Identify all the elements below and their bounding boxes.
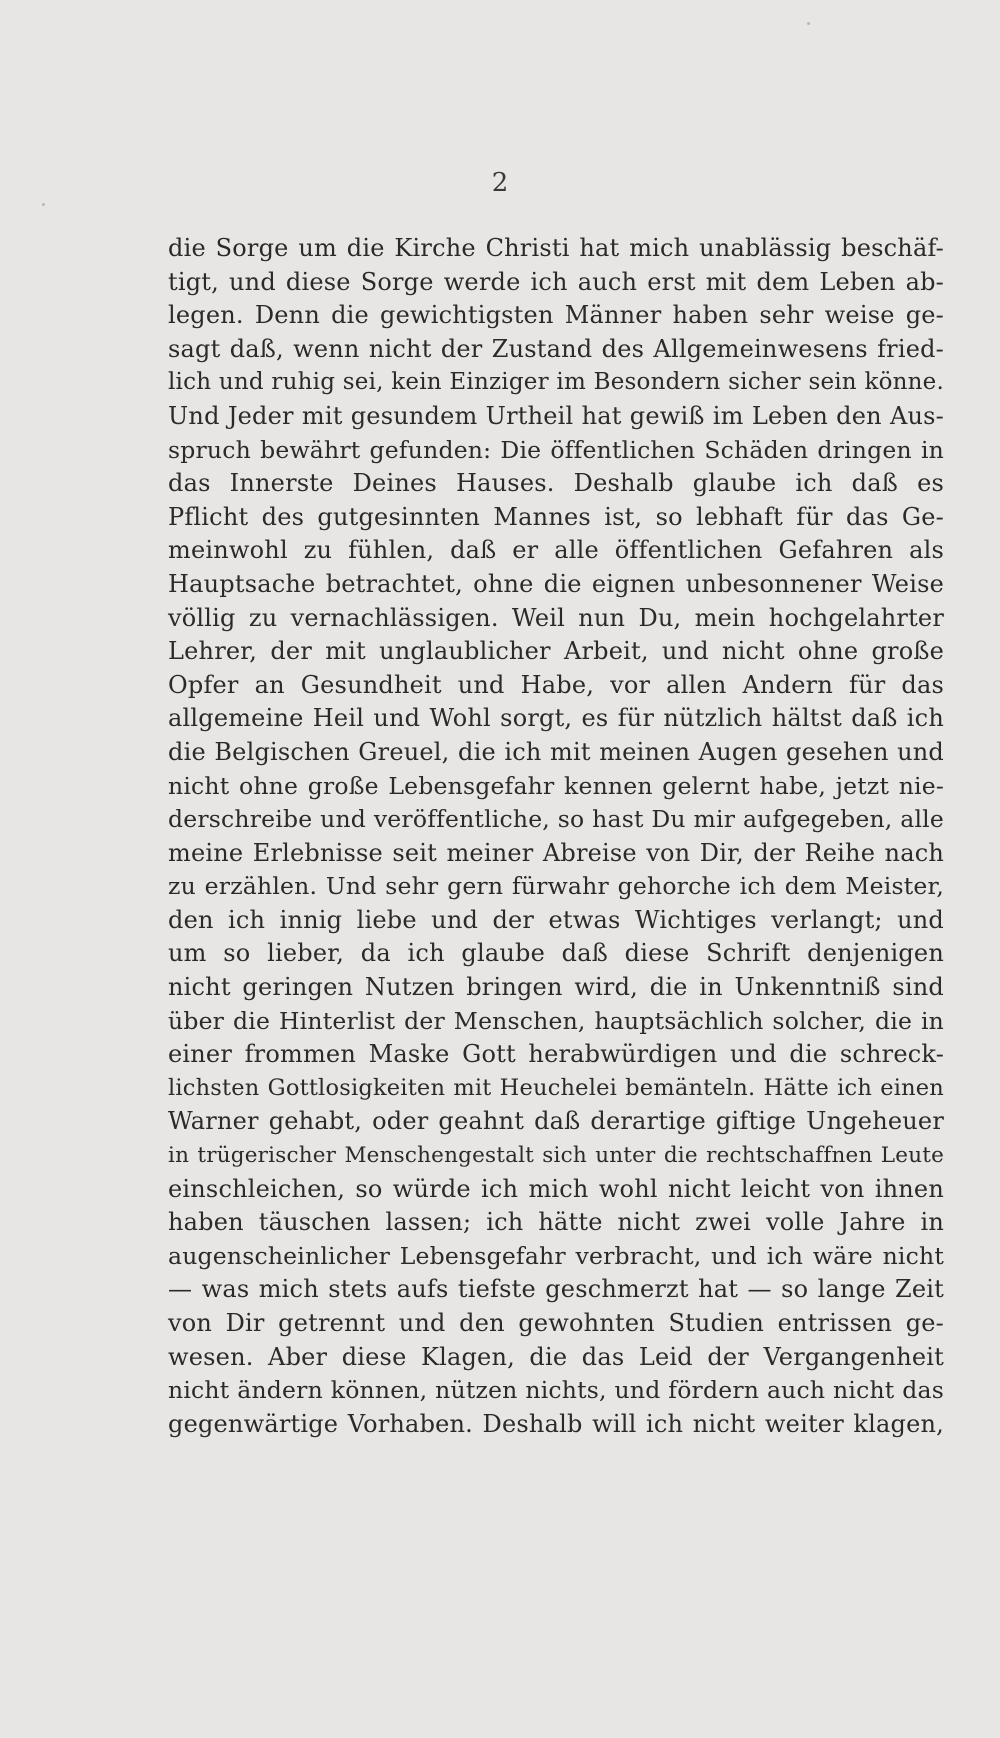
text-line: nicht geringen Nutzen bringen wird, die in Unkenntniß sind: [168, 973, 944, 1002]
text-line: den ich innig liebe und der etwas Wichtiges verlangt; und: [168, 905, 944, 934]
text-line: tigt, und diese Sorge werde ich auch erst mit dem Leben ab-: [168, 267, 944, 296]
text-line: meine Erlebnisse seit meiner Abreise von Dir, der Reihe nach: [168, 838, 944, 867]
paper-speck: [807, 22, 810, 25]
text-line: legen. Denn die gewichtigsten Männer haben sehr weise ge-: [168, 301, 944, 330]
text-line: nicht ändern können, nützen nichts, und fördern auch nicht das: [168, 1376, 944, 1405]
text-line: Und Jeder mit gesundem Urtheil hat gewiß im Leben den Aus-: [168, 401, 944, 430]
text-line: Warner gehabt, oder geahnt daß derartige giftige Ungeheuer: [168, 1107, 944, 1136]
text-line: völlig zu vernachlässigen. Weil nun Du, mein hochgelahrter: [168, 603, 944, 632]
text-line: die Belgischen Greuel, die ich mit meinen Augen gesehen und: [168, 737, 944, 766]
text-line: spruch bewährt gefunden: Die öffentlichen Schäden dringen in: [168, 435, 944, 464]
text-line: in trügerischer Menschengestalt sich unter die rechtschaffnen Leute: [168, 1143, 944, 1169]
text-line: augenscheinlicher Lebensgefahr verbracht, und ich wäre nicht: [168, 1241, 944, 1270]
text-line: haben täuschen lassen; ich hätte nicht zwei volle Jahre in: [168, 1208, 944, 1237]
text-line: nicht ohne große Lebensgefahr kennen gelernt habe, jetzt nie-: [168, 771, 944, 800]
text-line: das Innerste Deines Hauses. Deshalb glaube ich daß es: [168, 469, 944, 498]
text-line: derschreibe und veröffentliche, so hast Du mir aufgegeben, alle: [168, 805, 944, 834]
text-line: allgemeine Heil und Wohl sorgt, es für nützlich hältst daß ich: [168, 704, 944, 733]
text-line: über die Hinterlist der Menschen, hauptsächlich solcher, die in: [168, 1006, 944, 1035]
body-text: [168, 232, 944, 1441]
paper-speck: [42, 203, 45, 206]
text-line: von Dir getrennt und den gewohnten Studien entrissen ge-: [168, 1309, 944, 1337]
text-line: sagt daß, wenn nicht der Zustand des Allgemeinwesens fried-: [168, 334, 944, 363]
text-line: die Sorge um die Kirche Christi hat mich unablässig beschäf-: [168, 234, 944, 262]
text-line: gegenwärtige Vorhaben. Deshalb will ich nicht weiter klagen,: [168, 1409, 944, 1438]
page-number: 2: [491, 168, 509, 198]
text-line: Pflicht des gutgesinnten Mannes ist, so lebhaft für das Ge-: [168, 502, 944, 531]
text-line: einer frommen Maske Gott herabwürdigen und die schreck-: [168, 1040, 944, 1069]
text-line: um so lieber, da ich glaube daß diese Schrift denjenigen: [168, 939, 944, 968]
text-line: einschleichen, so würde ich mich wohl nicht leicht von ihnen: [168, 1174, 944, 1203]
text-line: Lehrer, der mit unglaublicher Arbeit, und nicht ohne große: [168, 637, 944, 666]
text-line: — was mich stets aufs tiefste geschmerzt hat — so lange Zeit: [168, 1275, 944, 1304]
text-line: Opfer an Gesundheit und Habe, vor allen Andern für das: [168, 670, 944, 699]
text-line: Hauptsache betrachtet, ohne die eignen unbesonnener Weise: [168, 569, 944, 598]
text-line: meinwohl zu fühlen, daß er alle öffentlichen Gefahren als: [168, 536, 944, 565]
text-line: lich und ruhig sei, kein Einziger im Besondern sicher sein könne.: [168, 369, 944, 396]
text-line: zu erzählen. Und sehr gern fürwahr gehorche ich dem Meister,: [168, 872, 944, 901]
text-line: wesen. Aber diese Klagen, die das Leid der Vergangenheit: [168, 1342, 944, 1371]
text-line: lichsten Gottlosigkeiten mit Heuchelei bemänteln. Hätte ich einen: [168, 1074, 944, 1101]
